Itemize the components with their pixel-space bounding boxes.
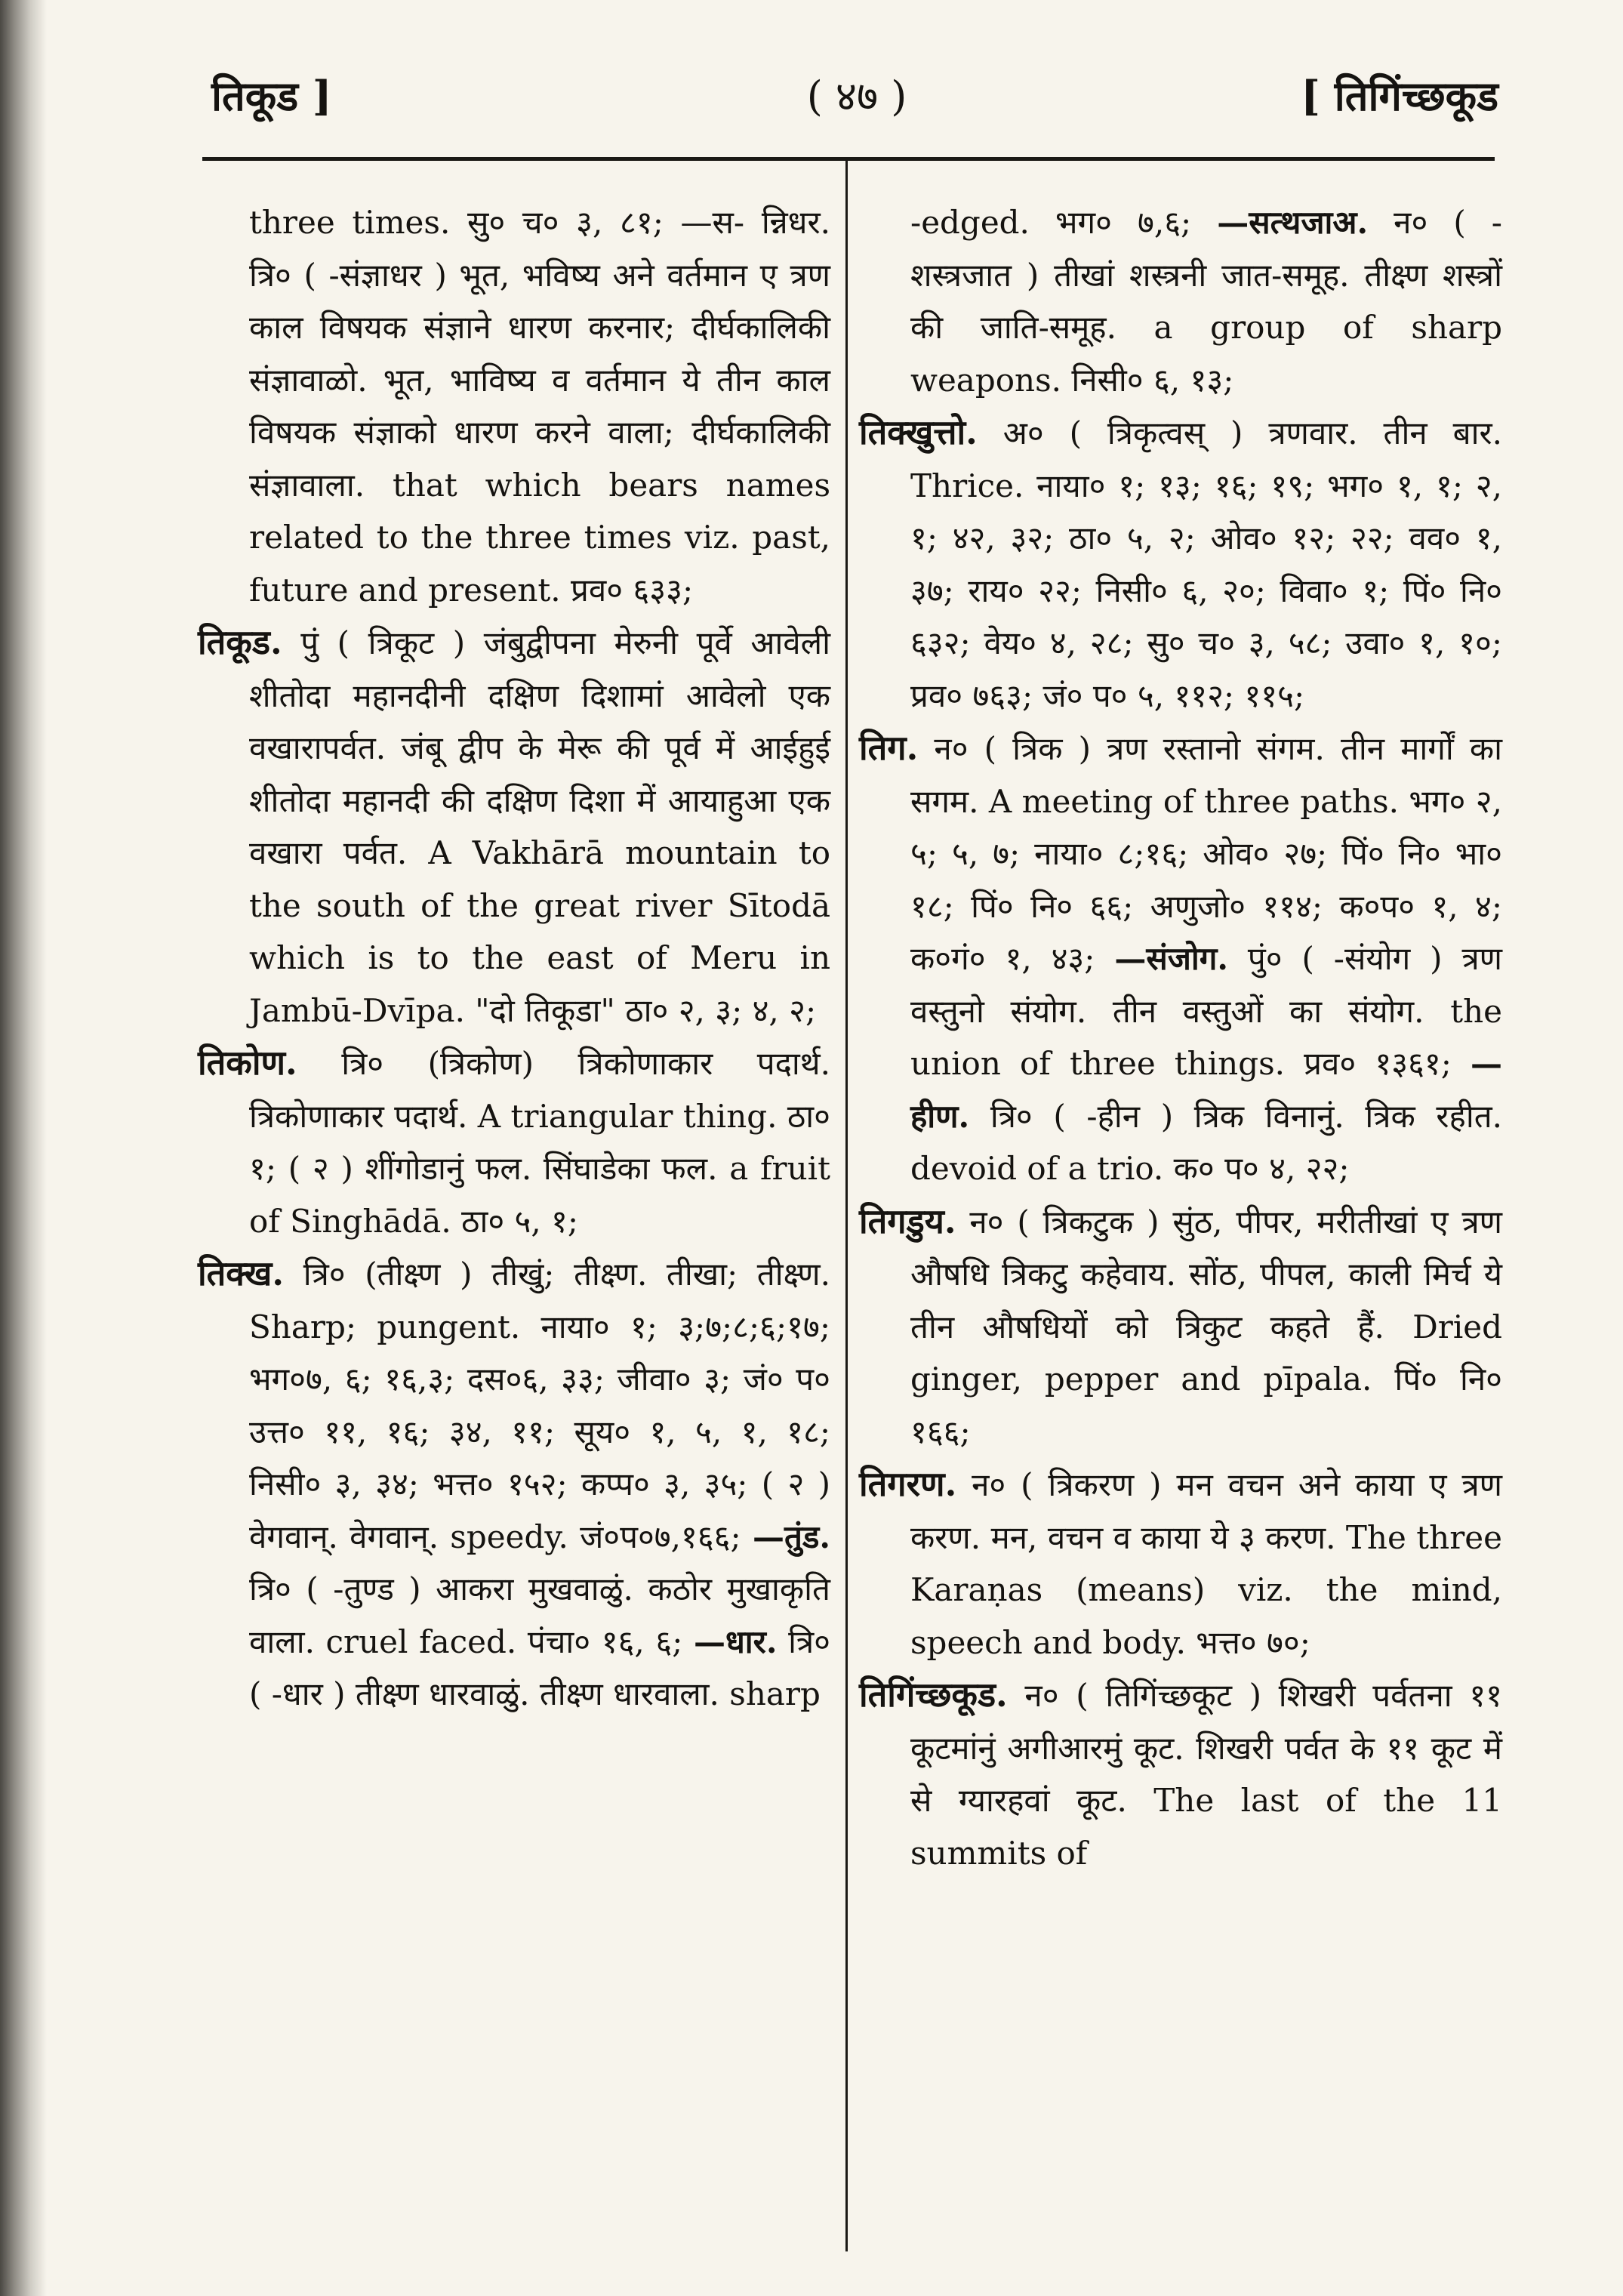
page-number: ( ४७ )	[806, 72, 907, 120]
sub-entry-definition: पुं० ( -संयोग ) त्रण वस्तुनो संयोग. तीन वस्तुओं का संयोग. the union of three things. प्रव० १३६१;	[910, 940, 1502, 1082]
dictionary-entry	[198, 616, 830, 1037]
entry-definition: त्रि० (त्रिकोण) त्रिकोणाकार पदार्थ. त्रिकोणाकार पदार्थ. A triangular thing. ठा० १; ( २ ) शींगोडानुं फल. सिंघाडेका फल. a fruit of Singhādā. ठा० ५, १;	[249, 1045, 830, 1240]
entry-headword: तिक्खुत्तो.	[859, 412, 978, 452]
dictionary-entry	[198, 1247, 830, 1721]
entry-headword: तिक्ख.	[198, 1253, 285, 1293]
continued-entry: three times. सु० च० ३, ८१; —स- न्निधर. त्रि० ( -संज्ञाधर ) भूत, भविष्य अने वर्तमान ए त्रण काल विषयक संज्ञाने धारण करनार; दीर्घकालिकी संज्ञावाळो. भूत, भाविष्य व वर्तमान ये तीन काल विषयक संज्ञाको धारण करने वाला; दीर्घकालिकी संज्ञावाला. that which bears names related to the three times viz. past, future and present. प्रव० ६३३;	[249, 204, 830, 609]
header-rule	[202, 157, 1495, 161]
continued-text: -edged. भग० ७,६;	[910, 204, 1192, 241]
running-head-left: तिकूड ]	[211, 72, 332, 120]
sub-entry-headword: —तुंड.	[752, 1518, 830, 1555]
entry-headword: तिगडुय.	[859, 1200, 956, 1241]
book-spine-shadow	[0, 0, 47, 2296]
entry-definition: न० ( त्रिकटुक ) सुंठ, पीपर, मरीतीखां ए त्रण औषधि त्रिकटु कहेवाय. सोंठ, पीपल, काली मिर्च ये तीन औषधियों को त्रिकुट कहते हैं. Dried ginger, pepper and pīpala. पिं० नि० १६६;	[910, 1203, 1502, 1450]
entry-definition: त्रि० (तीक्ष्ण ) तीखुं; तीक्ष्ण. तीखा; तीक्ष्ण. Sharp; pungent. नाया० १; ३;७;८;६;१७; भग०७, ६; १६,३; दस०६, ३३; जीवा० ३; जं० प० उत्त० ११, १६; ३४, ११; सूय० १, ५, १, १८; निसी० ३, ३४; भत्त० १५२; कप्प० ३, ३५; ( २ ) वेगवान्. वेगवान्. speedy. जं०प०७,१६६;	[249, 1256, 830, 1555]
entry-headword: तिग.	[859, 728, 919, 768]
column-divider	[845, 160, 848, 2251]
entry-definition: न० ( त्रिकरण ) मन वचन अने काया ए त्रण करण. मन, वचन व काया ये ३ करण. The three Karaṇas (means) viz. the mind, speech and body. भत्त० ७०;	[910, 1466, 1502, 1661]
sub-entry-headword: —संजोग.	[1114, 940, 1229, 977]
entry-headword: तिकोण.	[198, 1043, 297, 1083]
entry-definition: अ० ( त्रिकृत्वस् ) त्रणवार. तीन बार. Thrice. नाया० १; १३; १६; १९; भग० १, १; २, १; ४२, ३२; ठा० ५, २; ओव० १२; २२; वव० १, ३७; राय० २२; निसी० ६, २०; विवा० १; पिं० नि० ६३२; वेय० ४, २८; सु० च० ३, ५८; उवा० १, १०; प्रव० ७६३; जं० प० ५, ११२; ११५;	[910, 415, 1502, 714]
sub-entry-definition: त्रि० ( -धार ) तीक्ष्ण धारवाळुं. तीक्ष्ण धारवाला. sharp	[249, 1623, 830, 1712]
dictionary-entry	[859, 406, 1502, 722]
sub-entry-headword: —हीण.	[910, 1045, 1503, 1135]
continued-entry	[859, 196, 1502, 406]
entry-definition: न० ( तिगिंच्छकूट ) शिखरी पर्वतना ११ कूटमांनुं अगीआरमुं कूट. शिखरी पर्वत के ११ कूट में से ग्यारहवां कूट. The last of the 11 summits of	[910, 1677, 1502, 1872]
dictionary-entry	[198, 1037, 830, 1247]
sub-entry-definition: त्रि० ( -हीन ) त्रिक विनानुं. त्रिक रहीत. devoid of a trio. क० प० ४, २२;	[910, 1097, 1502, 1187]
entry-headword: तिगिंच्छकूड.	[859, 1675, 1008, 1715]
dictionary-entry	[859, 1669, 1502, 1879]
dictionary-entry	[859, 1195, 1502, 1459]
entry-headword: तिकूड.	[198, 622, 282, 662]
sub-entry-headword: —धार.	[693, 1623, 778, 1660]
dictionary-entry	[859, 1458, 1502, 1669]
left-column	[198, 196, 830, 1721]
sub-entry-definition: न० ( -शस्त्रजात ) तीखां शस्त्रनी जात-समूह. तीक्ष्ण शस्त्रों की जाति-समूह. a group of sharp weapons. निसी० ६, १३;	[910, 204, 1502, 399]
sub-entry-definition: त्रि० ( -तुण्ड ) आकरा मुखवाळुं. कठोर मुखाकृति वाला. cruel faced. पंचा० १६, ६;	[249, 1570, 830, 1660]
entry-headword: तिगरण.	[859, 1464, 957, 1504]
running-head-right: [ तिगिंच्छकूड	[1301, 72, 1498, 120]
entry-definition: पुं ( त्रिकूट ) जंबुद्वीपना मेरुनी पूर्वे आवेली शीतोदा महानदीनी दक्षिण दिशामां आवेलो एक वखारापर्वत. जंबू द्वीप के मेरू की पूर्व में आईहुई शीतोदा महानदी की दक्षिण दिशा में आयाहुआ एक वखारा पर्वत. A Vakhārā mountain to the south of the great river Sītodā which is to the east of Meru in Jambū-Dvīpa. "दो तिकूडा" ठा० २, ३; ४, २;	[249, 624, 830, 1029]
sub-entry-headword: —सत्थजाअ.	[1217, 204, 1369, 241]
dictionary-entry	[859, 722, 1502, 1195]
right-column	[859, 196, 1502, 1879]
entry-definition: न० ( त्रिक ) त्रण रस्तानो संगम. तीन मार्गों का सगम. A meeting of three paths. भग० २, ५; ५, ७; नाया० ८;१६; ओव० २७; पिं० नि० भा० १८; पिं० नि० ६६; अणुजो० ११४; क०प० १, ४; क०गं० १, ४३;	[910, 730, 1502, 977]
